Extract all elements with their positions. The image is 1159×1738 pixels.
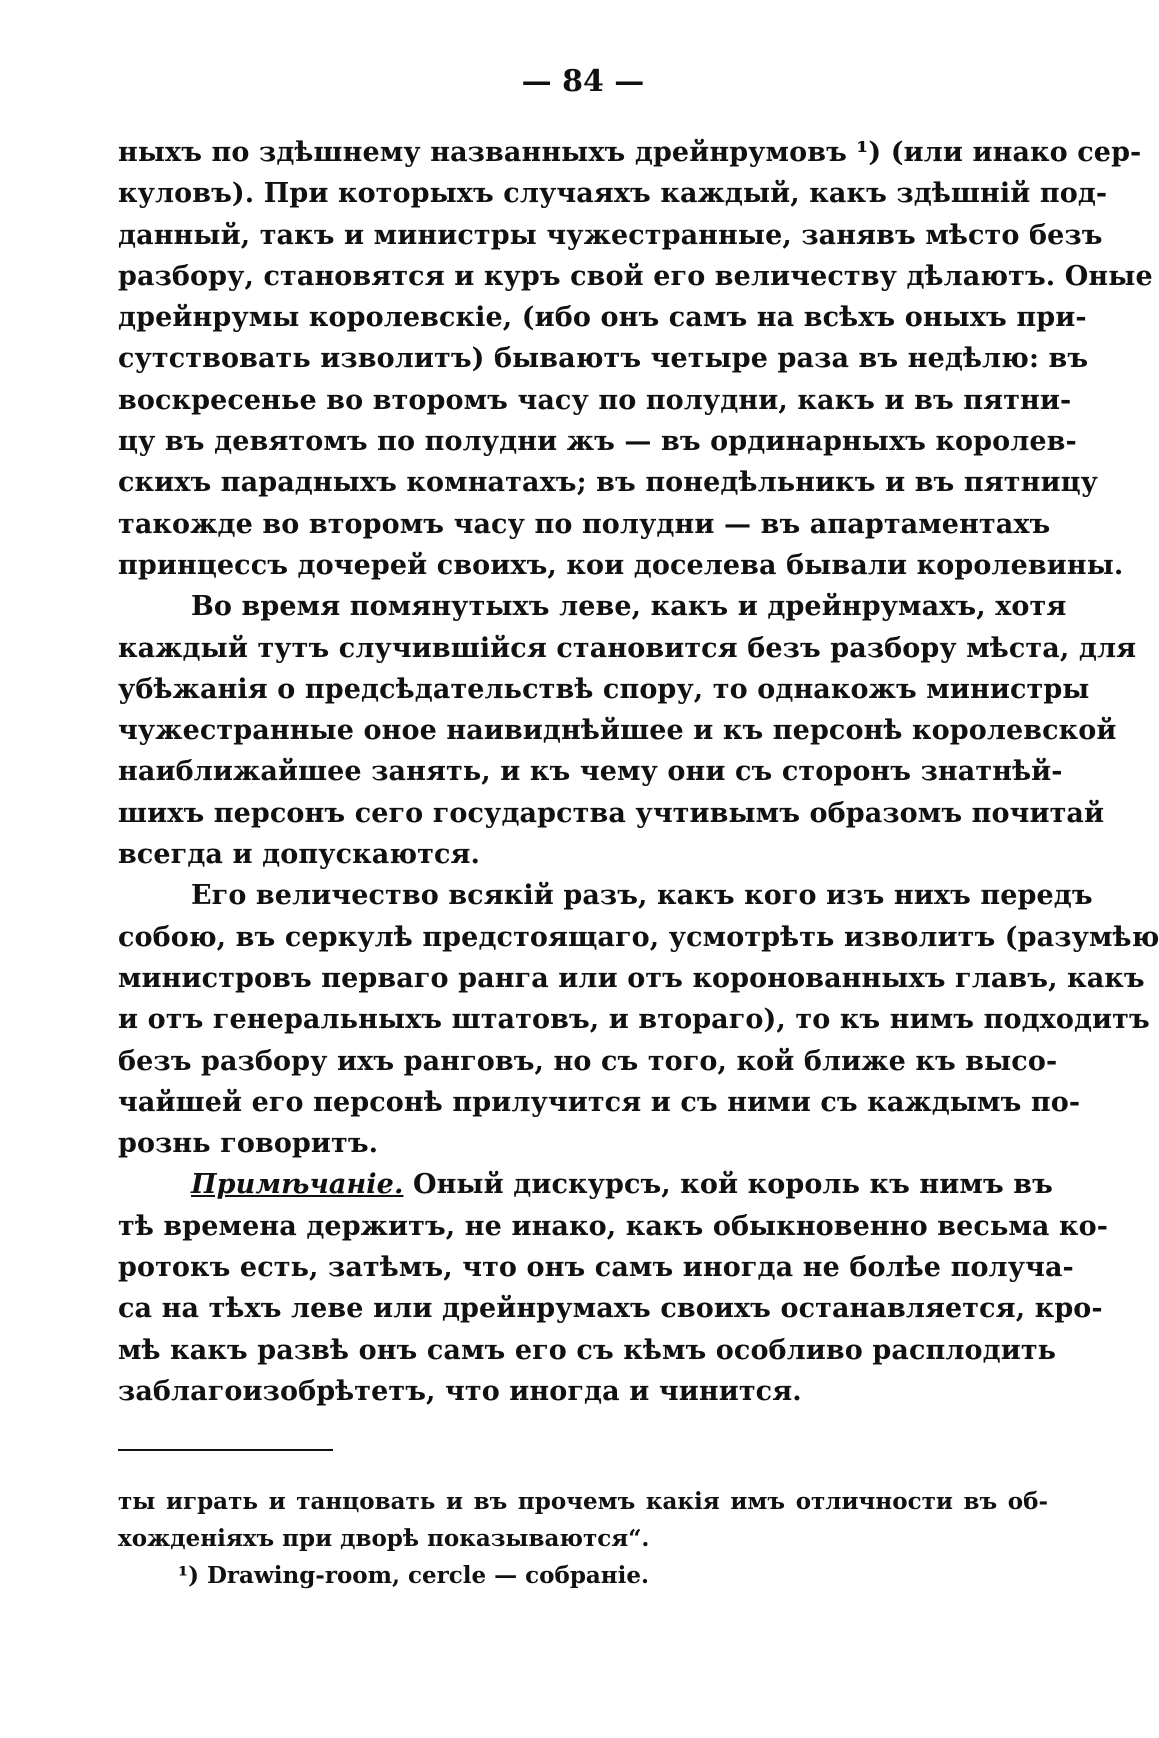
text-line: тѣ времена держитъ, не инако, какъ обыкновенно весьма ко- (118, 1210, 1109, 1242)
text-line: принцессъ дочерей своихъ, кои доселева бывали королевины. (118, 549, 1124, 581)
paragraph-4-note (118, 1164, 1109, 1412)
footnote-marker: ¹) (178, 1562, 199, 1590)
text-line: Его величество всякій разъ, какъ кого изъ нихъ передъ (191, 880, 1093, 912)
paragraph-2 (118, 586, 1137, 875)
text-line: шихъ персонъ сего государства учтивымъ образомъ почитай (118, 797, 1105, 829)
text-line: Во время помянутыхъ леве, какъ и дрейнрумахъ, хотя (191, 591, 1067, 623)
text-line: министровъ перваго ранга или отъ коронованныхъ главъ, какъ (118, 962, 1145, 994)
text-line: дрейнрумы королевскіе, (ибо онъ самъ на всѣхъ оныхъ при- (118, 302, 1087, 334)
footnote-text: Drawing-room, cercle — собраніе. (206, 1562, 650, 1590)
text-line: куловъ). При которыхъ случаяхъ каждый, какъ здѣшній под- (118, 178, 1108, 210)
footnote-divider (118, 1449, 333, 1451)
text-line: чужестранные оное наивиднѣйшее и къ персонѣ королевской (118, 715, 1117, 747)
paragraph-1 (118, 132, 1153, 586)
text-line: убѣжанія о предсѣдательствѣ спору, то однакожъ министры (118, 673, 1090, 705)
note-label: Примѣчаніе. (191, 1169, 404, 1201)
footnote-1 (118, 1557, 1048, 1594)
footnote-line: ты играть и танцовать и въ прочемъ какія имъ отличности въ об- (118, 1488, 1048, 1516)
text-line: всегда и допускаются. (118, 839, 481, 871)
text-line: скихъ парадныхъ комнатахъ; въ понедѣльникъ и въ пятницу (118, 467, 1099, 499)
text-line: и отъ генеральныхъ штатовъ, и втораго), то къ нимъ подходитъ (118, 1004, 1150, 1036)
text-line: данный, такъ и министры чужестранные, занявъ мѣсто безъ (118, 219, 1103, 251)
text-line: каждый тутъ случившійся становится безъ разбору мѣста, для (118, 632, 1137, 664)
text-line: цу въ девятомъ по полудни жъ — въ ординарныхъ королев- (118, 426, 1077, 458)
text-line: собою, въ серкулѣ предстоящаго, усмотрѣть изволитъ (разумѣю (118, 921, 1159, 953)
text-line: безъ разбору ихъ ранговъ, но съ того, кой ближе къ высо- (118, 1045, 1058, 1077)
document-page (118, 60, 1159, 1594)
text-line: ротокъ есть, затѣмъ, что онъ самъ иногда не болѣе получа- (118, 1252, 1074, 1284)
text-line: са на тѣхъ леве или дрейнрумахъ своихъ останавляется, кро- (118, 1293, 1103, 1325)
paragraph-3 (118, 875, 1159, 1164)
text-line: наиближайшее занять, и къ чему они съ сторонъ знатнѣй- (118, 756, 1063, 788)
text-line: воскресенье во второмъ часу по полудни, какъ и въ пятни- (118, 384, 1072, 416)
text-line: рознь говоритъ. (118, 1128, 379, 1160)
text-line: такожде во второмъ часу по полудни — въ апартаментахъ (118, 508, 1051, 540)
text-line: ныхъ по здѣшнему названныхъ дрейнрумовъ ¹) (или инако сер- (118, 137, 1142, 168)
page-number: — 84 — (521, 64, 645, 99)
text-line (118, 1164, 1053, 1205)
text-line: разбору, становятся и куръ свой его величеству дѣлаютъ. Оные (118, 260, 1153, 292)
text-line: заблагоизобрѣтетъ, что иногда и чинится. (118, 1375, 802, 1407)
footnote-line: хожденіяхъ при дворѣ показываются“. (118, 1525, 650, 1553)
text-line: чайшей его персонѣ прилучится и съ ними съ каждымъ по- (118, 1086, 1081, 1118)
note-first-line-text: Оный дискурсъ, кой король къ нимъ въ (412, 1169, 1053, 1201)
text-line: сутствовать изволитъ) бываютъ четыре раза въ недѣлю: въ (118, 343, 1089, 375)
footnotes (118, 1483, 1048, 1594)
text-line: мѣ какъ развѣ онъ самъ его съ кѣмъ особливо расплодить (118, 1334, 1057, 1366)
